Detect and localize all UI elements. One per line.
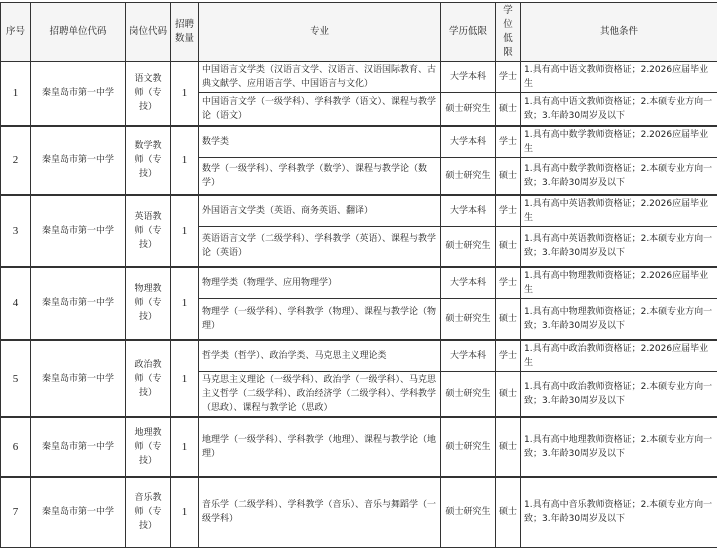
row-number: 4 — [1, 267, 31, 341]
education-minimum: 硕士研究生 — [441, 227, 496, 267]
other-conditions: 1.具有高中数学教师资格证；2.本硕专业方向一致；3.年龄30周岁及以下 — [521, 157, 717, 195]
education-minimum: 大学本科 — [441, 267, 496, 299]
header-col-position: 岗位代码 — [126, 3, 171, 62]
position-name: 音乐教师（专技） — [126, 477, 171, 547]
header-row — [1, 3, 717, 62]
position-name: 英语教师（专技） — [126, 195, 171, 267]
hire-count: 1 — [171, 340, 199, 417]
education-minimum: 大学本科 — [441, 62, 496, 93]
position-name: 物理教师（专技） — [126, 267, 171, 341]
header-col-degree: 学位低限 — [496, 3, 521, 62]
major-requirement: 外国语言文学类（英语、商务英语、翻译） — [199, 195, 441, 227]
education-minimum: 硕士研究生 — [441, 417, 496, 477]
other-conditions: 1.具有高中数学教师资格证；2.2026应届毕业生 — [521, 126, 717, 158]
degree-minimum: 硕士 — [496, 477, 521, 547]
unit-name: 秦皇岛市第一中学 — [31, 417, 126, 477]
other-conditions: 1.具有高中地理教师资格证；2.本硕专业方向一致；3.年龄30周岁及以下 — [521, 417, 717, 477]
degree-minimum: 学士 — [496, 195, 521, 227]
hire-count: 1 — [171, 477, 199, 547]
major-requirement: 中国语言文学类（汉语言文学、汉语言、汉语国际教育、古典文献学、应用语言学、中国语言与文化） — [199, 62, 441, 93]
other-conditions: 1.具有高中语文教师资格证；2.本硕专业方向一致；3.年龄30周岁及以下 — [521, 93, 717, 126]
major-requirement: 数学类 — [199, 126, 441, 158]
row-number: 6 — [1, 417, 31, 477]
major-requirement: 地理学（一级学科）、学科教学（地理）、课程与教学论（地理） — [199, 417, 441, 477]
major-requirement: 数学（一级学科）、学科教学（数学）、课程与教学论（数学） — [199, 157, 441, 195]
major-requirement: 音乐学（二级学科）、学科教学（音乐）、音乐与舞蹈学（一级学科） — [199, 477, 441, 547]
header-col-other: 其他条件 — [521, 3, 717, 62]
degree-minimum: 硕士 — [496, 227, 521, 267]
education-minimum: 大学本科 — [441, 126, 496, 158]
degree-minimum: 硕士 — [496, 417, 521, 477]
header-col-unit: 招聘单位代码 — [31, 3, 126, 62]
hire-count: 1 — [171, 417, 199, 477]
unit-name: 秦皇岛市第一中学 — [31, 126, 126, 196]
degree-minimum: 硕士 — [496, 372, 521, 418]
hire-count: 1 — [171, 195, 199, 267]
hire-count: 1 — [171, 62, 199, 126]
table-row — [1, 62, 717, 93]
other-conditions: 1.具有高中英语教师资格证；2.本硕专业方向一致；3.年龄30周岁及以下 — [521, 227, 717, 267]
major-requirement: 英语语言文学（二级学科）、学科教学（英语）、课程与教学论（英语） — [199, 227, 441, 267]
degree-minimum: 学士 — [496, 340, 521, 372]
education-minimum: 硕士研究生 — [441, 477, 496, 547]
education-minimum: 硕士研究生 — [441, 372, 496, 418]
other-conditions: 1.具有高中物理教师资格证；2.本硕专业方向一致；3.年龄30周岁及以下 — [521, 298, 717, 340]
unit-name: 秦皇岛市第一中学 — [31, 62, 126, 126]
header-col-major: 专业 — [199, 3, 441, 62]
unit-name: 秦皇岛市第一中学 — [31, 195, 126, 267]
other-conditions: 1.具有高中英语教师资格证；2.2026应届毕业生 — [521, 195, 717, 227]
hire-count: 1 — [171, 267, 199, 341]
position-name: 数学教师（专技） — [126, 126, 171, 196]
other-conditions: 1.具有高中语文教师资格证；2.2026应届毕业生 — [521, 62, 717, 93]
position-name: 语文教师（专技） — [126, 62, 171, 126]
table-row — [1, 417, 717, 477]
degree-minimum: 硕士 — [496, 157, 521, 195]
unit-name: 秦皇岛市第一中学 — [31, 340, 126, 417]
other-conditions: 1.具有高中政治教师资格证；2.本硕专业方向一致；3.年龄30周岁及以下 — [521, 372, 717, 418]
degree-minimum: 硕士 — [496, 93, 521, 126]
education-minimum: 硕士研究生 — [441, 93, 496, 126]
recruitment-table — [0, 2, 717, 548]
degree-minimum: 学士 — [496, 267, 521, 299]
row-number: 5 — [1, 340, 31, 417]
major-requirement: 马克思主义理论（一级学科）、政治学（一级学科）、马克思主义哲学（二级学科）、政治经济学（二级学科）、学科教学（思政）、课程与教学论（思政） — [199, 372, 441, 418]
other-conditions: 1.具有高中音乐教师资格证；2.本硕专业方向一致；3.年龄30周岁及以下 — [521, 477, 717, 547]
hire-count: 1 — [171, 126, 199, 196]
other-conditions: 1.具有高中物理教师资格证；2.2026应届毕业生 — [521, 267, 717, 299]
header-col-education: 学历低限 — [441, 3, 496, 62]
table-row — [1, 477, 717, 547]
education-minimum: 硕士研究生 — [441, 298, 496, 340]
table-row — [1, 126, 717, 158]
table-row — [1, 267, 717, 299]
major-requirement: 物理学（一级学科）、学科教学（物理）、课程与教学论（物理） — [199, 298, 441, 340]
row-number: 1 — [1, 62, 31, 126]
row-number: 7 — [1, 477, 31, 547]
table-row — [1, 195, 717, 227]
other-conditions: 1.具有高中政治教师资格证；2.2026应届毕业生 — [521, 340, 717, 372]
degree-minimum: 学士 — [496, 62, 521, 93]
major-requirement: 中国语言文学（一级学科）、学科教学（语文）、课程与教学论（语文） — [199, 93, 441, 126]
unit-name: 秦皇岛市第一中学 — [31, 267, 126, 341]
degree-minimum: 硕士 — [496, 298, 521, 340]
row-number: 3 — [1, 195, 31, 267]
header-col-no: 序号 — [1, 3, 31, 62]
education-minimum: 大学本科 — [441, 340, 496, 372]
unit-name: 秦皇岛市第一中学 — [31, 477, 126, 547]
table-row — [1, 340, 717, 372]
education-minimum: 大学本科 — [441, 195, 496, 227]
degree-minimum: 学士 — [496, 126, 521, 158]
position-name: 政治教师（专技） — [126, 340, 171, 417]
header-col-count: 招聘数量 — [171, 3, 199, 62]
major-requirement: 哲学类（哲学）、政治学类、马克思主义理论类 — [199, 340, 441, 372]
education-minimum: 硕士研究生 — [441, 157, 496, 195]
row-number: 2 — [1, 126, 31, 196]
position-name: 地理教师（专技） — [126, 417, 171, 477]
major-requirement: 物理学类（物理学、应用物理学） — [199, 267, 441, 299]
